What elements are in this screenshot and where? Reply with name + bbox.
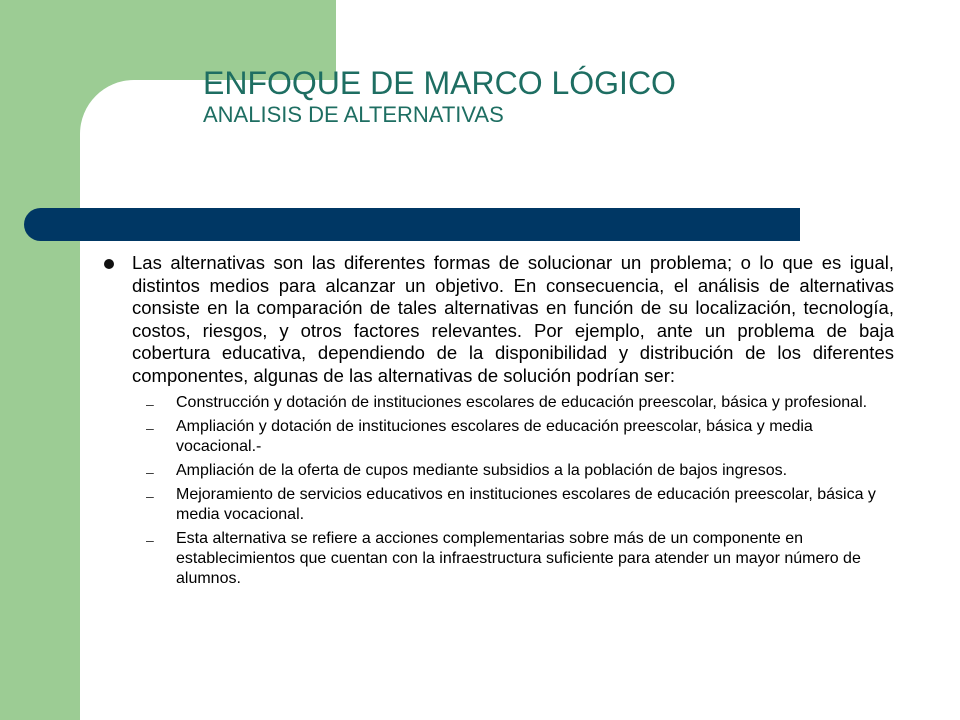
list-item	[146, 529, 876, 589]
list-item	[146, 417, 876, 457]
slide-subtitle: ANALISIS DE ALTERNATIVAS	[203, 102, 504, 127]
list-item-text: Ampliación de la oferta de cupos mediante subsidios a la población de bajos ingresos.	[176, 462, 788, 479]
dash-icon: –	[146, 420, 154, 436]
list-item-text: Ampliación y dotación de instituciones escolares de educación preescolar, básica y media vocacional.-	[176, 418, 813, 455]
list-item-text: Mejoramiento de servicios educativos en instituciones escolares de educación preescolar, básica y media vocacional.	[176, 486, 876, 523]
slide-title: ENFOQUE DE MARCO LÓGICO	[203, 65, 676, 101]
title-block	[203, 64, 923, 128]
dash-icon: –	[146, 396, 154, 412]
list-item-text: Esta alternativa se refiere a acciones complementarias sobre más de un componente en establecimientos que cuentan con la infraestructura suficiente para atender un mayor número de alumnos.	[176, 530, 861, 587]
bullet-dot-icon	[104, 259, 114, 269]
alternatives-list	[146, 393, 876, 589]
dash-icon: –	[146, 488, 154, 504]
dash-icon: –	[146, 464, 154, 480]
slide-body	[104, 252, 894, 593]
list-item	[146, 485, 876, 525]
main-bullet-text: Las alternativas son las diferentes formas de solucionar un problema; o lo que es igual, distintos medios para alcanzar un objetivo. En consecuencia, el análisis de alternativas consiste en la comparación de tales alternativas en función de su localización, tecnología, costos, riesgos, y otros factores relevantes. Por ejemplo, ante un problema de baja cobertura educativa, dependiendo de la disponibilidad y distribución de los diferentes componentes, algunas de las alternativas de solución podrían ser:	[132, 252, 894, 386]
list-item-text: Construcción y dotación de instituciones escolares de educación preescolar, básica y profesional.	[176, 394, 868, 411]
dash-icon: –	[146, 532, 154, 548]
list-item	[146, 393, 876, 413]
divider-bar	[24, 208, 800, 241]
list-item	[146, 461, 876, 481]
main-bullet	[104, 252, 894, 387]
